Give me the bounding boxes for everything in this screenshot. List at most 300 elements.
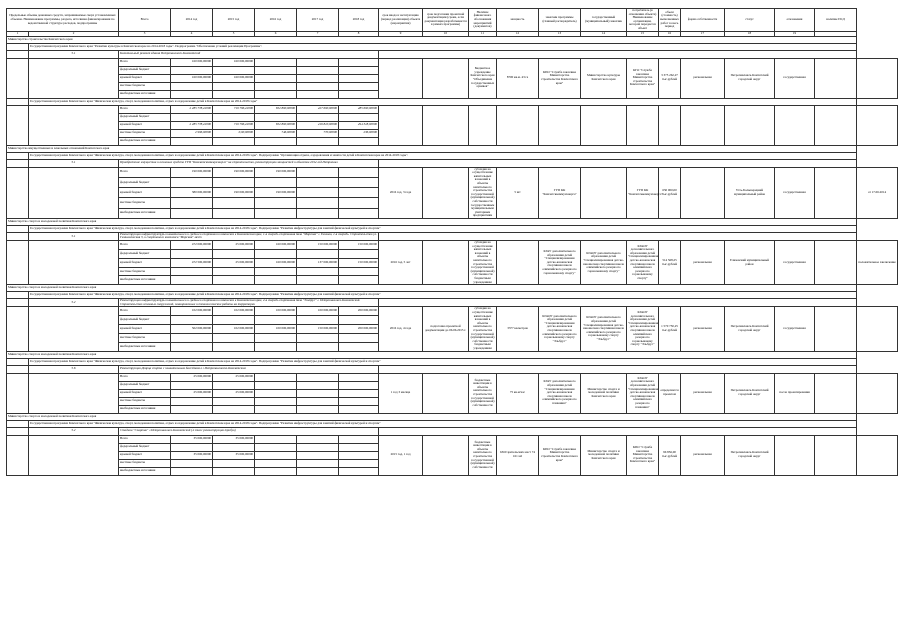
amount-cell bbox=[255, 397, 297, 405]
ministry-title: Министерство спорта и молодежной политики Камчатского края bbox=[7, 413, 857, 420]
amount-cell bbox=[297, 381, 339, 389]
detail-capacity: 8700 кв.м. 43 га bbox=[497, 58, 539, 98]
detail-docs2 bbox=[423, 435, 469, 475]
amount-cell: 102 000,00000 bbox=[213, 307, 255, 316]
amount-cell: 35 000,00000 bbox=[171, 451, 213, 459]
column-number: 8 bbox=[339, 31, 379, 36]
detail-gov bbox=[581, 105, 627, 145]
detail-cost: 514 568,25 тыс.рублей bbox=[659, 241, 681, 285]
detail-customer: КГАУ дополнительного образования детей "Специализированная детско-юношеская спортивная школа олимпийского резерва по плаванию" bbox=[539, 373, 581, 413]
detail-psd bbox=[857, 105, 898, 145]
ministry-row bbox=[7, 218, 898, 225]
detail-gov: Министерство спорта и молодежной политики Камчатского края bbox=[581, 373, 627, 413]
amount-cell: 719 796,22000 bbox=[213, 105, 255, 113]
amount-cell bbox=[171, 82, 213, 90]
amount-cell bbox=[171, 459, 213, 467]
finance-source-label: местные бюджеты bbox=[119, 333, 171, 342]
ministry-title: Министерство спорта и молодежной политики Камчатского края bbox=[7, 285, 857, 292]
detail-customer: КПО "Служба заказчика Министерства строительства Камчатского края" bbox=[539, 58, 581, 98]
amount-cell bbox=[171, 208, 213, 218]
program-title: Государственная программа Камчатского края "Развитие культуры в Камчатском крае на 2014-2018 годы". Подпрограмма "Обеспечение условий реализации Программы". bbox=[29, 43, 857, 50]
amount-cell bbox=[213, 137, 255, 145]
amount-cell bbox=[213, 276, 255, 285]
amount-cell bbox=[297, 137, 339, 145]
header-cell: 2016 год bbox=[255, 9, 297, 32]
header-row bbox=[7, 9, 898, 32]
empty-cell bbox=[379, 365, 857, 373]
detail-status: Петропавловск-Камчатский городской округ bbox=[725, 58, 775, 98]
event-title: Приобретение имущества и основных средств ГУП "Камчатсккоммунэнерго" на строительство, реконструкцию мощностей и объектов 2014 год.Петропавл bbox=[119, 159, 379, 167]
detail-docs2 bbox=[423, 241, 469, 285]
header-cell: Всего bbox=[119, 9, 171, 32]
amount-cell bbox=[213, 208, 255, 218]
amount-cell bbox=[171, 316, 213, 325]
amount-cell bbox=[255, 198, 297, 208]
amount-cell bbox=[171, 113, 213, 121]
amount-cell bbox=[171, 137, 213, 145]
finance-source-label: внебюджетные источники bbox=[119, 208, 171, 218]
detail-docs2 bbox=[423, 58, 469, 98]
indent-cell bbox=[7, 435, 29, 475]
amount-cell bbox=[255, 316, 297, 325]
detail-capacity: 3377 кв.метров bbox=[497, 307, 539, 351]
amount-cell bbox=[339, 316, 379, 325]
amount-cell: 770,00000 bbox=[297, 129, 339, 137]
amount-cell bbox=[255, 137, 297, 145]
empty-cell bbox=[815, 435, 857, 475]
amount-cell: 2 285 778,22000 bbox=[171, 121, 213, 129]
detail-gov: Министерство спорта и молодежной политики Камчатского края bbox=[581, 435, 627, 475]
amount-cell bbox=[213, 249, 255, 258]
amount-cell bbox=[339, 249, 379, 258]
indent-cell bbox=[29, 373, 119, 413]
amount-cell bbox=[297, 82, 339, 90]
amount-cell: 150 000,00000 bbox=[297, 241, 339, 250]
finance-source-label: краевой бюджет bbox=[119, 451, 171, 459]
amount-cell bbox=[255, 66, 297, 74]
amount-cell bbox=[171, 177, 213, 187]
amount-cell: 100 000,00000 bbox=[255, 307, 297, 316]
amount-cell: 190 000,00000 bbox=[213, 188, 255, 198]
program-title: Государственная программа Камчатского края "Физическая культура, спорт, молодежная политика, отдых и оздоровление детей в Камчатском крае на 2014-2018 годы". Подпрограмма "Развитие инфраструктуры для занятий физической культурой и спортом" bbox=[29, 292, 857, 299]
finance-source-label: Всего bbox=[119, 307, 171, 316]
amount-cell bbox=[171, 467, 213, 475]
amount-cell bbox=[339, 342, 379, 351]
detail-capacity: 5 шт bbox=[497, 167, 539, 218]
amount-cell: 416 810,00000 bbox=[297, 121, 339, 129]
detail-ownership: региональная bbox=[681, 58, 725, 98]
amount-cell bbox=[255, 381, 297, 389]
detail-period: 1 год 3 месяца bbox=[379, 373, 423, 413]
detail-status: Петропавловск-Камчатский городской округ bbox=[725, 435, 775, 475]
finance-source-label: федеральный бюджет bbox=[119, 443, 171, 451]
amount-cell bbox=[339, 467, 379, 475]
amount-cell: 472 500,00000 bbox=[171, 258, 213, 267]
detail-period: 2016 год, 3 года bbox=[379, 167, 423, 218]
ministry-title: Министерство строительства Камчатского края bbox=[7, 36, 857, 43]
event-number: 5.6 bbox=[29, 365, 119, 373]
investment-table bbox=[6, 8, 898, 476]
detail-docs: Бюджетное учреждение Камчатского края "Объединение государственных архивов" bbox=[469, 58, 497, 98]
empty-cell bbox=[815, 105, 857, 145]
amount-cell: 494 318,00000 bbox=[339, 121, 379, 129]
detail-dev bbox=[775, 105, 815, 145]
empty-cell bbox=[379, 232, 857, 240]
column-number: 10 bbox=[423, 31, 469, 36]
amount-cell bbox=[213, 267, 255, 276]
amount-cell bbox=[297, 198, 339, 208]
amount-cell bbox=[339, 188, 379, 198]
detail-ownership: региональная bbox=[681, 241, 725, 285]
document-page bbox=[6, 8, 898, 636]
event-title: Капитальный ремонт здания Петропавловск-Камчатский bbox=[119, 50, 379, 58]
amount-cell bbox=[297, 467, 339, 475]
finance-source-label: федеральный бюджет bbox=[119, 177, 171, 187]
amount-cell bbox=[297, 373, 339, 381]
detail-consumer: КПО "Служба заказчика Министерства строительства Камчатского края" bbox=[627, 435, 659, 475]
header-cell: заказчик программы (главный распорядитель) bbox=[539, 9, 581, 32]
finance-source-label: краевой бюджет bbox=[119, 258, 171, 267]
amount-cell: 25 000,00000 bbox=[213, 389, 255, 397]
detail-docs2 bbox=[423, 105, 469, 145]
amount-cell bbox=[297, 389, 339, 397]
amount-cell: 719 796,22000 bbox=[213, 121, 255, 129]
detail-psd: положительное заключение bbox=[857, 241, 898, 285]
header-cell: мощность bbox=[497, 9, 539, 32]
indent-cell bbox=[7, 43, 29, 50]
amount-cell bbox=[339, 459, 379, 467]
header-cell: 2017 год bbox=[297, 9, 339, 32]
empty-cell bbox=[815, 241, 857, 285]
detail-docs2 bbox=[423, 373, 469, 413]
finance-source-label: внебюджетные источники bbox=[119, 342, 171, 351]
table-body bbox=[7, 9, 898, 476]
ministry-title: Министерство спорта и молодежной политики Камчатского края bbox=[7, 218, 857, 225]
amount-cell bbox=[255, 276, 297, 285]
indent-cell bbox=[7, 420, 29, 427]
header-cell: объем (стоимость) выполненных работ за весь период bbox=[659, 9, 681, 32]
detail-status: Елизовский муниципальный район bbox=[725, 241, 775, 285]
header-cell: 2018 год bbox=[339, 9, 379, 32]
amount-cell: 160 000,00000 bbox=[171, 58, 213, 66]
indent-cell bbox=[7, 58, 29, 98]
event-row bbox=[7, 159, 898, 167]
event-title: Реконструкция инфраструктуры плавательного и гребного спортивного комплекса в Камчатском крае, 2-я очередь спортивная база "Эльбрус" г. Петропавловск-Камчатский. Строительство основных сооружений, планировочные и технологические работы на территории bbox=[119, 299, 379, 307]
empty-cell bbox=[379, 427, 857, 435]
amount-cell bbox=[297, 74, 339, 82]
amount-cell bbox=[255, 58, 297, 66]
indent-cell bbox=[7, 50, 29, 58]
amount-cell bbox=[297, 316, 339, 325]
amount-cell: 502 000,00000 bbox=[171, 325, 213, 334]
amount-cell bbox=[339, 177, 379, 187]
amount-cell bbox=[171, 342, 213, 351]
detail-cost: 1 570 750,25 тыс.рублей bbox=[659, 307, 681, 351]
event-row bbox=[7, 365, 898, 373]
indent-cell bbox=[7, 365, 29, 373]
amount-cell: 100 000,00000 bbox=[297, 307, 339, 316]
ministry-row bbox=[7, 36, 898, 43]
column-number: 13 bbox=[539, 31, 581, 36]
indent-cell bbox=[29, 58, 119, 98]
amount-cell bbox=[297, 167, 339, 177]
event-title: Реконструкция инфраструктуры плавательного и гребного спортивного комплекса в Камчатском крае, 1-я очередь спортивная база "Морская" г. Елизово, 1-я очередь. Строительство ул. Гимназическая 3, и спортивного комплекса "Морская" мест bbox=[120, 231, 377, 240]
amount-cell: 236,00000 bbox=[339, 129, 379, 137]
amount-cell bbox=[339, 167, 379, 177]
detail-period: 2016 год, 5 лет bbox=[379, 241, 423, 285]
indent-cell bbox=[29, 167, 119, 218]
indent-cell bbox=[7, 307, 29, 351]
detail-docs: бюджетные инвестиции в объекты капитального строительства государственной (муниципальной) собственности bbox=[469, 435, 497, 475]
column-number: 19 bbox=[775, 31, 815, 36]
detail-dev: государственная bbox=[775, 58, 815, 98]
detail-ownership: региональная bbox=[681, 435, 725, 475]
indent-cell bbox=[7, 292, 29, 299]
amount-cell: 137 000,00000 bbox=[297, 258, 339, 267]
finance-source-label: местные бюджеты bbox=[119, 198, 171, 208]
header-cell: срок подготовки проектной документации (сроки, если документация разрабатывается в рамках программы) bbox=[423, 9, 469, 32]
amount-cell: 160 000,00000 bbox=[171, 74, 213, 82]
detail-capacity: 6360 зрительских мест 74 161 м2 bbox=[497, 435, 539, 475]
amount-cell bbox=[297, 58, 339, 66]
amount-cell: 102 000,00000 bbox=[213, 325, 255, 334]
amount-cell: 485 600,00000 bbox=[339, 105, 379, 113]
amount-cell bbox=[213, 316, 255, 325]
indent-cell bbox=[7, 225, 29, 232]
finance-source-label: краевой бюджет bbox=[119, 121, 171, 129]
detail-dev: после проектирования bbox=[775, 373, 815, 413]
amount-cell: 150 000,00000 bbox=[339, 241, 379, 250]
amount-cell bbox=[339, 443, 379, 451]
indent-cell bbox=[7, 299, 29, 307]
amount-cell bbox=[339, 137, 379, 145]
detail-consumer bbox=[627, 105, 659, 145]
detail-period bbox=[379, 105, 423, 145]
finance-source-label: Всего bbox=[119, 105, 171, 113]
amount-cell: 25 000,00000 bbox=[213, 373, 255, 381]
program-title: Государственная программа Камчатского края "Физическая культура, спорт, молодежная политика, отдых и оздоровление детей в Камчатском крае на 2014-2018 годы". Подпрограмма "Развитие инфраструктуры для занятий физической культурой и спортом" bbox=[29, 420, 857, 427]
detail-psd: от 17.06.2014 bbox=[857, 167, 898, 218]
detail-docs: субсидия на осуществление капитальных вложений в объекты капитального строительства государственной (муниципальной) собственности бюджетным учреждениям bbox=[469, 241, 497, 285]
amount-cell: 746,00000 bbox=[255, 129, 297, 137]
finance-source-label: местные бюджеты bbox=[119, 129, 171, 137]
detail-customer: КПО "Служба заказчика Министерства строительства Камчатского края" bbox=[539, 435, 581, 475]
amount-cell: 190 000,00000 bbox=[255, 188, 297, 198]
amount-cell bbox=[255, 373, 297, 381]
finance-source-label: Всего bbox=[119, 435, 171, 443]
amount-cell bbox=[297, 208, 339, 218]
amount-cell: 2 996,00000 bbox=[171, 129, 213, 137]
column-number: 1 bbox=[7, 31, 29, 36]
column-number: 9 bbox=[379, 31, 423, 36]
amount-cell bbox=[213, 459, 255, 467]
amount-cell bbox=[339, 58, 379, 66]
detail-consumer: КГАОУ дополнительного образования детей "Специализированная детско-юношеская спортивная школа олимпийского резерва по плаванию" bbox=[627, 373, 659, 413]
detail-consumer: КГАОУ дополнительного образования детей "Специализированная детско-юношеская спортивная школа олимпийского резерва по горнолыжному спорту "Эльбрус" bbox=[627, 307, 659, 351]
column-number: 17 bbox=[681, 31, 725, 36]
column-number: 14 bbox=[581, 31, 627, 36]
detail-capacity: 75 кв.м/час bbox=[497, 373, 539, 413]
indent-cell bbox=[29, 435, 119, 475]
indent-cell bbox=[7, 98, 29, 105]
amount-cell bbox=[255, 333, 297, 342]
amount-cell bbox=[339, 208, 379, 218]
amount-cell bbox=[171, 249, 213, 258]
header-cell: наличие ПСД bbox=[815, 9, 857, 32]
program-title: Государственная программа Камчатского края "Физическая культура, спорт, молодежная политика, отдых и оздоровление детей в Камчатском крае на 2014-2018 годы". Подпрограмма "Организация отдыха, оздоровления и занятости детей в Камчатском крае на 2014-2018 годы". bbox=[29, 152, 857, 159]
event-number: 5.1 bbox=[29, 50, 119, 58]
amount-cell bbox=[297, 113, 339, 121]
amount-cell bbox=[297, 90, 339, 98]
detail-capacity bbox=[497, 105, 539, 145]
amount-cell: 25 000,00000 bbox=[171, 389, 213, 397]
finance-source-label: внебюджетные источники bbox=[119, 137, 171, 145]
amount-cell bbox=[255, 267, 297, 276]
event-number: 5.2 bbox=[29, 299, 119, 307]
detail-status: Усть-Большерецкий муниципальный район bbox=[725, 167, 775, 218]
detail-ownership bbox=[681, 167, 725, 218]
amount-cell bbox=[171, 405, 213, 413]
event-row bbox=[7, 299, 898, 307]
indent-cell bbox=[29, 105, 119, 145]
detail-customer: КГАОУ дополнительного образования детей "Специализированная детско-юношеская спортивная школа олимпийского резерва по горнолыжному спорту "Эльбрус" bbox=[539, 307, 581, 351]
amount-cell: 2 285 778,22000 bbox=[171, 105, 213, 113]
amount-cell bbox=[339, 405, 379, 413]
detail-psd bbox=[857, 58, 898, 98]
finance-source-label: краевой бюджет bbox=[119, 74, 171, 82]
amount-cell bbox=[339, 451, 379, 459]
detail-capacity bbox=[497, 241, 539, 285]
finance-source-label: внебюджетные источники bbox=[119, 405, 171, 413]
amount-cell bbox=[339, 113, 379, 121]
amount-cell bbox=[297, 276, 339, 285]
amount-cell bbox=[297, 342, 339, 351]
header-cell: отклонения bbox=[775, 9, 815, 32]
amount-cell bbox=[171, 333, 213, 342]
detail-cost: 3 375 262,27 тыс.рублей bbox=[659, 58, 681, 98]
program-row bbox=[7, 43, 898, 50]
column-number: 6 bbox=[255, 31, 297, 36]
finance-source-label: местные бюджеты bbox=[119, 397, 171, 405]
detail-status: Петропавловск-Камчатский городской округ bbox=[725, 373, 775, 413]
amount-cell bbox=[255, 451, 297, 459]
column-number: 3 bbox=[119, 31, 171, 36]
detail-period bbox=[379, 58, 423, 98]
finance-source-label: краевой бюджет bbox=[119, 389, 171, 397]
amount-cell: 190 000,00000 bbox=[171, 167, 213, 177]
header-cell: срок ввода в эксплуатацию (период реализации) объекта (мероприятия) bbox=[379, 9, 423, 32]
finance-source-label: Всего bbox=[119, 167, 171, 177]
amount-cell bbox=[171, 198, 213, 208]
indent-cell bbox=[29, 241, 119, 285]
program-title: Государственная программа Камчатского края "Физическая культура, спорт, молодежная политика, отдых и оздоровление детей в Камчатском крае на 2014-2018 годы". Подпрограмма "Развитие инфраструктуры для занятий физической культурой и спортом" bbox=[29, 225, 857, 232]
amount-cell bbox=[339, 381, 379, 389]
amount-cell bbox=[255, 435, 297, 443]
amount-cell bbox=[255, 74, 297, 82]
empty-cell bbox=[379, 299, 857, 307]
column-number: 11 bbox=[469, 31, 497, 36]
amount-cell: 200 000,00000 bbox=[339, 325, 379, 334]
amount-cell bbox=[213, 198, 255, 208]
amount-cell bbox=[255, 249, 297, 258]
event-row bbox=[7, 232, 898, 240]
empty-cell bbox=[379, 50, 857, 58]
amount-cell bbox=[339, 373, 379, 381]
ministry-row bbox=[7, 413, 898, 420]
amount-cell bbox=[213, 467, 255, 475]
detail-cost: определяется проектом bbox=[659, 373, 681, 413]
amount-cell bbox=[339, 276, 379, 285]
amount-cell bbox=[213, 405, 255, 413]
amount-cell bbox=[297, 267, 339, 276]
amount-cell bbox=[255, 342, 297, 351]
amount-cell bbox=[255, 82, 297, 90]
amount-cell: 160 000,00000 bbox=[255, 241, 297, 250]
amount-cell: 25 000,00000 bbox=[213, 258, 255, 267]
amount-cell bbox=[297, 435, 339, 443]
amount-cell bbox=[171, 381, 213, 389]
amount-cell bbox=[297, 188, 339, 198]
column-number: 18 bbox=[725, 31, 775, 36]
amount-cell: 35 000,00000 bbox=[213, 435, 255, 443]
detail-cost: 96 856,00 тыс.рублей bbox=[659, 435, 681, 475]
finance-source-label: краевой бюджет bbox=[119, 325, 171, 334]
finance-source-label: федеральный бюджет bbox=[119, 316, 171, 325]
amount-cell bbox=[255, 459, 297, 467]
finance-row bbox=[7, 167, 898, 177]
amount-cell bbox=[171, 66, 213, 74]
event-row bbox=[7, 50, 898, 58]
detail-docs: бюджетные инвестиции в объекты капитального строительства государственной (муниципальной) собственности bbox=[469, 373, 497, 413]
amount-cell bbox=[297, 66, 339, 74]
detail-cost bbox=[659, 105, 681, 145]
amount-cell: 652 800,00000 bbox=[255, 121, 297, 129]
indent-cell bbox=[7, 105, 29, 145]
amount-cell: 160 000,00000 bbox=[213, 58, 255, 66]
amount-cell: 160 000,00000 bbox=[255, 258, 297, 267]
program-title: Государственная программа Камчатского края "Физическая культура, спорт, молодежная политика, отдых и оздоровление детей в Камчатском крае на 2014-2018 годы" bbox=[29, 98, 857, 105]
detail-gov bbox=[581, 167, 627, 218]
finance-source-label: федеральный бюджет bbox=[119, 113, 171, 121]
indent-cell bbox=[7, 167, 29, 218]
event-title: Стадион "Спартак" г.Петропавловск-Камчатский (4 этап: реконструкция трибун) bbox=[119, 427, 379, 435]
indent-cell bbox=[7, 241, 29, 285]
empty-cell bbox=[815, 307, 857, 351]
detail-consumer: КГАОУ дополнительного образования детей "Специализированная детско-юношеская спортивная школа олимпийского резерва по горнолыжному спорту" bbox=[627, 241, 659, 285]
amount-cell: 380 000,00000 bbox=[171, 188, 213, 198]
amount-cell: 160 000,00000 bbox=[213, 74, 255, 82]
ministry-title: Министерство спорта и молодежной политики Камчатского края bbox=[7, 351, 857, 358]
program-row bbox=[7, 358, 898, 365]
amount-cell bbox=[339, 435, 379, 443]
finance-row bbox=[7, 105, 898, 113]
detail-psd bbox=[857, 373, 898, 413]
amount-cell: 25 000,00000 bbox=[171, 373, 213, 381]
indent-cell bbox=[7, 152, 29, 159]
detail-customer: КГАУ дополнительного образования детей "Специализированная детско-юношеская спортивная школа олимпийского резерва по горнолыжному спорту" bbox=[539, 241, 581, 285]
program-row bbox=[7, 152, 898, 159]
empty-cell bbox=[815, 373, 857, 413]
amount-cell bbox=[213, 333, 255, 342]
amount-cell bbox=[255, 90, 297, 98]
amount-cell bbox=[297, 249, 339, 258]
column-number: 16 bbox=[659, 31, 681, 36]
detail-dev bbox=[775, 435, 815, 475]
detail-ownership: региональная bbox=[681, 307, 725, 351]
empty-cell bbox=[815, 167, 857, 218]
ministry-row bbox=[7, 285, 898, 292]
detail-dev: государственная bbox=[775, 241, 815, 285]
